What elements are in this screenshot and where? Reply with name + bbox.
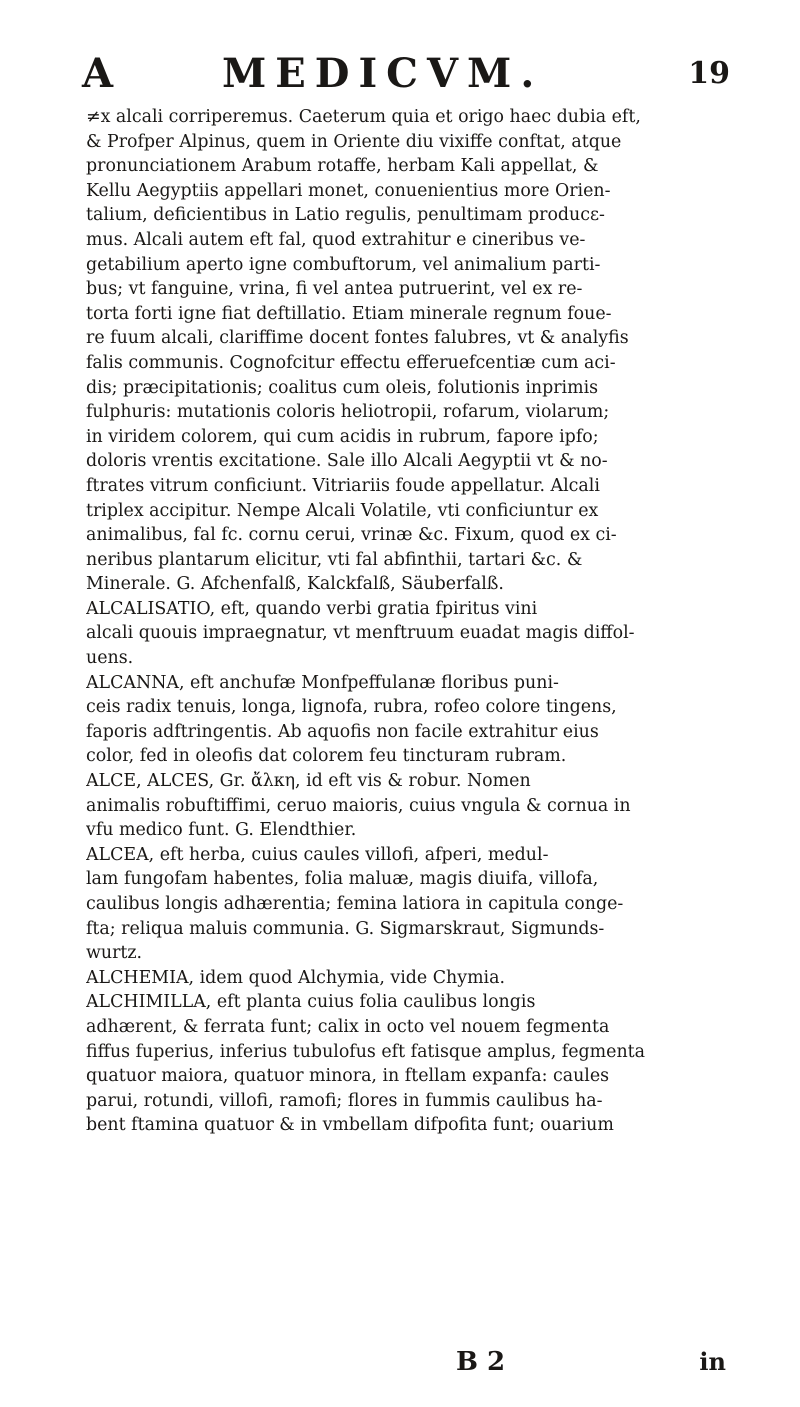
text-line: ALCALISATIO, eft, quando verbi gratia fpiritus vini	[86, 598, 538, 619]
text-line: ALCHEMIA, idem quod Alchymia, vide Chymia.	[86, 967, 506, 988]
text-line: fta; reliqua maluis communia. G. Sigmarskraut, Sigmunds-	[86, 918, 605, 939]
text-line: fulphuris: mutationis coloris heliotropii, rofarum, violarum;	[86, 402, 610, 423]
text-line: animalibus, fal fc. cornu cerui, vrinæ &c. Fixum, quod ex ci-	[86, 525, 617, 546]
text-line: ALCHIMILLA, eft planta cuius folia caulibus longis	[86, 992, 536, 1013]
text-line: fiffus fuperius, inferius tubulofus eft fatisque amplus, fegmenta	[86, 1041, 645, 1062]
text-line: ceis radix tenuis, longa, lignofa, rubra, rofeo colore tingens,	[86, 697, 617, 718]
text-line: color, fed in oleofis dat colorem feu tincturam rubram.	[86, 746, 567, 767]
catchword: in	[699, 1347, 726, 1376]
text-line: re fuum alcali, clariffime docent fontes falubres, vt & analyfis	[86, 328, 629, 349]
text-line: ALCANNA, eft anchufæ Monfpeffulanæ floribus puni-	[86, 672, 559, 693]
text-line: dis; præcipitationis; coalitus cum oleis, folutionis inprimis	[86, 377, 599, 398]
text-line: neribus plantarum elicitur, vti fal abfinthii, tartari &c. &	[86, 549, 583, 570]
text-line: alcali quouis impraegnatur, vt menftruum euadat magis diffol-	[86, 623, 635, 644]
signature-mark: B 2	[456, 1347, 506, 1377]
text-line: uens.	[86, 648, 134, 669]
text-line: lam fungofam habentes, folia maluæ, magis diuifa, villofa,	[86, 869, 599, 890]
text-line: in viridem colorem, qui cum acidis in rubrum, fapore ipfo;	[86, 426, 599, 447]
text-line: torta forti igne fiat deftillatio. Etiam minerale regnum foue-	[86, 303, 612, 324]
text-line: getabilium aperto igne combuftorum, vel animalium parti-	[86, 254, 601, 275]
text-line: ≠x alcali corriperemus. Caeterum quia et origo haec dubia eft,	[86, 107, 641, 127]
text-line: faporis adftringentis. Ab aquofis non facile extrahitur eius	[86, 721, 599, 742]
text-line: parui, rotundi, villofi, ramofi; flores in fummis caulibus ha-	[86, 1090, 603, 1111]
text-line: doloris vrentis excitatione. Sale illo Alcali Aegyptii vt & no-	[86, 451, 608, 472]
text-line: vfu medico funt. G. Elendthier.	[86, 820, 357, 841]
text-line: bus; vt fanguine, vrina, fi vel antea putruerint, vel ex re-	[86, 279, 583, 300]
text-line: Minerale. G. Afchenfalß, Kalckfalß, Säuberfalß.	[86, 574, 504, 595]
text-line: pronunciationem Arabum rotaffe, herbam Kali appellat, &	[86, 156, 599, 177]
section-letter: A	[82, 50, 114, 97]
text-line: & Profper Alpinus, quem in Oriente diu vixiffe conftat, atque	[86, 131, 622, 152]
body-text	[86, 105, 736, 1138]
text-line: mus. Alcali autem eft fal, quod extrahitur e cineribus ve-	[86, 229, 586, 250]
text-line: falis communis. Cognofcitur effectu efferuefcentiæ cum aci-	[86, 352, 616, 373]
text-line: animalis robuftiffimi, ceruo maioris, cuius vngula & cornua in	[86, 795, 631, 816]
text-line: adhærent, & ferrata funt; calix in octo vel nouem fegmenta	[86, 1016, 610, 1037]
running-title: MEDICVM.	[222, 50, 544, 97]
text-line: triplex accipitur. Nempe Alcali Volatile, vti conficiuntur ex	[86, 500, 599, 521]
text-line: ALCEA, eft herba, cuius caules villofi, afperi, medul-	[86, 844, 549, 865]
text-line: wurtz.	[86, 943, 143, 964]
page-footer	[86, 1347, 736, 1377]
running-header	[82, 50, 730, 100]
text-line: talium, deficientibus in Latio regulis, penultimam producε-	[86, 205, 605, 226]
text-line: ALCE, ALCES, Gr. ἄλκη, id eft vis & robur. Nomen	[86, 771, 531, 792]
text-line: ftrates vitrum conficiunt. Vitriariis foude appellatur. Alcali	[86, 475, 600, 496]
text-line: caulibus longis adhærentia; femina latiora in capitula conge-	[86, 894, 624, 914]
text-line: bent ftamina quatuor & in vmbellam difpofita funt; ouarium	[86, 1115, 614, 1136]
page-number: 19	[688, 56, 730, 91]
text-line: quatuor maiora, quatuor minora, in ftellam expanfa: caules	[86, 1066, 610, 1087]
text-line: Kellu Aegyptiis appellari monet, conuenientius more Orien-	[86, 180, 611, 201]
